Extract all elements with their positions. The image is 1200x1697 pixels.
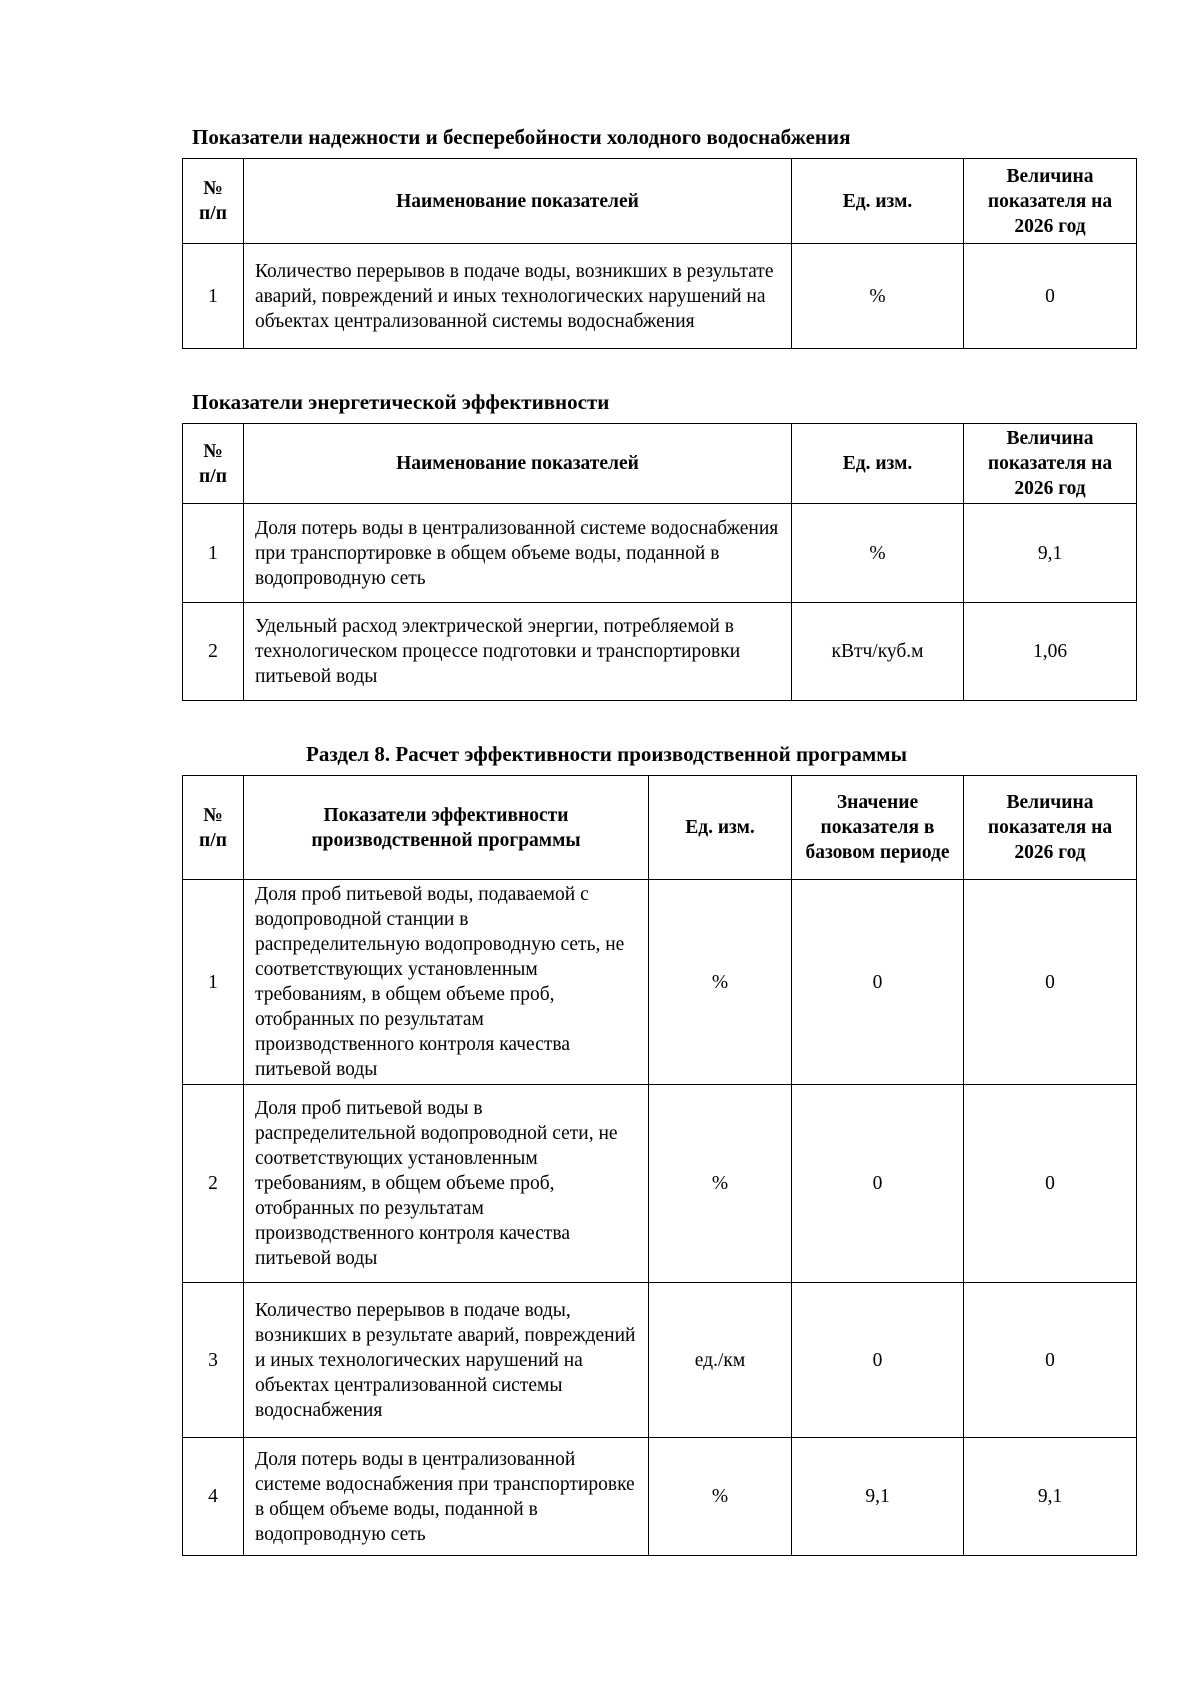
- header-value: Величина показателя на 2026 год: [964, 159, 1137, 244]
- table-row: [183, 244, 1137, 349]
- row-num: 1: [183, 880, 244, 1085]
- table-row: [183, 504, 1137, 603]
- table-row: [183, 1283, 1137, 1438]
- table-header-row: [183, 776, 1137, 880]
- section8-table: [182, 775, 1137, 1556]
- row-unit: %: [649, 1085, 792, 1283]
- header-num: № п/п: [183, 424, 244, 504]
- row-num: 4: [183, 1438, 244, 1556]
- row-base: 0: [792, 1283, 964, 1438]
- row-unit: %: [649, 1438, 792, 1556]
- row-value: 9,1: [964, 504, 1137, 603]
- header-base: Значение показателя в базовом периоде: [792, 776, 964, 880]
- row-base: 9,1: [792, 1438, 964, 1556]
- row-value: 9,1: [964, 1438, 1137, 1556]
- row-num: 2: [183, 1085, 244, 1283]
- energy-table: [182, 423, 1137, 701]
- header-value: Величина показателя на 2026 год: [964, 424, 1137, 504]
- row-name: Доля проб питьевой воды в распределительной водопроводной сети, не соответствующих установленным требованиям, в общем объеме проб, отобранных по результатам производственного контроля качества питьевой воды: [244, 1085, 649, 1283]
- row-name: Доля потерь воды в централизованной системе водоснабжения при транспортировке в общем объеме воды, поданной в водопроводную сеть: [244, 1438, 649, 1556]
- header-value: Величина показателя на 2026 год: [964, 776, 1137, 880]
- header-name: Наименование показателей: [244, 424, 792, 504]
- row-unit: кВтч/куб.м: [792, 603, 964, 701]
- row-num: 1: [183, 504, 244, 603]
- row-value: 0: [964, 1085, 1137, 1283]
- table-row: [183, 1085, 1137, 1283]
- row-value: 0: [964, 880, 1137, 1085]
- header-num: № п/п: [183, 159, 244, 244]
- table-header-row: [183, 159, 1137, 244]
- header-num: № п/п: [183, 776, 244, 880]
- table-row: [183, 1438, 1137, 1556]
- row-num: 1: [183, 244, 244, 349]
- reliability-title: Показатели надежности и бесперебойности холодного водоснабжения: [192, 125, 851, 149]
- table-header-row: [183, 424, 1137, 504]
- row-value: 1,06: [964, 603, 1137, 701]
- row-unit: %: [792, 504, 964, 603]
- row-unit: %: [649, 880, 792, 1085]
- energy-title: Показатели энергетической эффективности: [192, 390, 610, 414]
- row-name: Доля потерь воды в централизованной системе водоснабжения при транспортировке в общем объеме воды, поданной в водопроводную сеть: [244, 504, 792, 603]
- header-unit: Ед. изм.: [649, 776, 792, 880]
- table-row: [183, 880, 1137, 1085]
- row-name: Удельный расход электрической энергии, потребляемой в технологическом процессе подготовки и транспортировки питьевой воды: [244, 603, 792, 701]
- row-name: Доля проб питьевой воды, подаваемой с водопроводной станции в распределительную водопроводную сеть, не соответствующих установленным требованиям, в общем объеме проб, отобранных по результатам производственного контроля качества питьевой воды: [244, 880, 649, 1085]
- header-unit: Ед. изм.: [792, 424, 964, 504]
- header-name: Показатели эффективности производственной программы: [244, 776, 649, 880]
- row-num: 2: [183, 603, 244, 701]
- row-unit: ед./км: [649, 1283, 792, 1438]
- section8-title: Раздел 8. Расчет эффективности производственной программы: [306, 742, 907, 766]
- reliability-table: [182, 158, 1137, 349]
- row-base: 0: [792, 1085, 964, 1283]
- header-unit: Ед. изм.: [792, 159, 964, 244]
- row-value: 0: [964, 244, 1137, 349]
- table-row: [183, 603, 1137, 701]
- row-value: 0: [964, 1283, 1137, 1438]
- row-name: Количество перерывов в подаче воды, возникших в результате аварий, повреждений и иных технологических нарушений на объектах централизованной системы водоснабжения: [244, 244, 792, 349]
- row-name: Количество перерывов в подаче воды, возникших в результате аварий, повреждений и иных технологических нарушений на объектах централизованной системы водоснабжения: [244, 1283, 649, 1438]
- row-unit: %: [792, 244, 964, 349]
- row-base: 0: [792, 880, 964, 1085]
- header-name: Наименование показателей: [244, 159, 792, 244]
- row-num: 3: [183, 1283, 244, 1438]
